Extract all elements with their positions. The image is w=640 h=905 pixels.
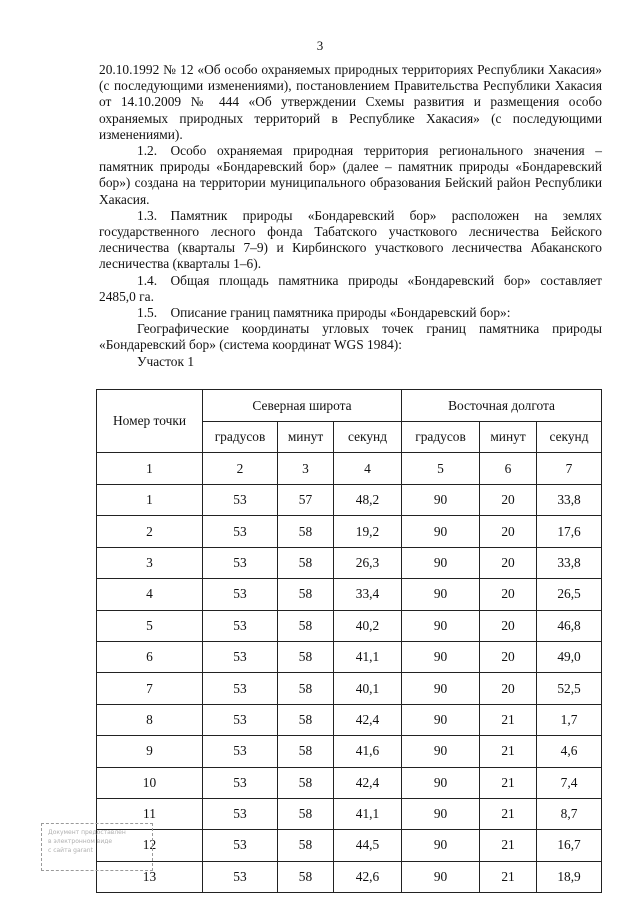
lat-seconds-cell: 41,6: [334, 736, 402, 767]
point-number-cell: 10: [97, 767, 203, 798]
point-number-cell: 2: [97, 516, 203, 547]
table-row: [97, 704, 602, 735]
lat-degrees-cell: 53: [203, 736, 278, 767]
header-north-latitude: Северная широта: [203, 390, 402, 422]
paragraph-continuation: 20.10.1992 № 12 «Об особо охраняемых природных территориях Республики Хакасия» (с последующими изменениями), постановлением Правительства Республики Хакасия от 14.10.2009 № 444 «Об утверждении Схемы развития и размещения особо охраняемых природных территорий в Республике Хакасия» (с последующими изменениями).: [99, 62, 602, 142]
lat-degrees-cell: 53: [203, 673, 278, 704]
table-row: [97, 579, 602, 610]
point-number-cell: 7: [97, 673, 203, 704]
paragraph-1-5: 1.5. Описание границ памятника природы «Бондаревский бор»:: [137, 305, 511, 321]
lat-seconds-cell: 19,2: [334, 516, 402, 547]
lat-minutes-cell: 58: [278, 736, 334, 767]
lat-degrees-cell: 53: [203, 861, 278, 892]
lat-degrees-cell: 53: [203, 547, 278, 578]
lat-seconds-cell: 44,5: [334, 830, 402, 861]
lon-seconds-cell: 1,7: [537, 704, 602, 735]
paragraph-1-2: 1.2. Особо охраняемая природная территория регионального значения – памятник природы «Бондаревский бор» (далее – памятник природы «Бондаревский бор») создана на территории муниципального образования Бейский район Республики Хакасия.: [99, 143, 602, 207]
lat-minutes-cell: 58: [278, 767, 334, 798]
lon-minutes-cell: 21: [480, 830, 537, 861]
table-row: [97, 861, 602, 892]
lon-minutes-cell: 21: [480, 861, 537, 892]
lon-degrees-cell: 90: [402, 861, 480, 892]
table-row: [97, 610, 602, 641]
stamp-line: с сайта garant: [48, 847, 93, 854]
point-number-cell: 6: [97, 641, 203, 672]
lat-minutes-cell: 58: [278, 830, 334, 861]
lon-degrees-cell: 90: [402, 579, 480, 610]
table-row: [97, 830, 602, 861]
point-number-cell: 4: [97, 579, 203, 610]
lon-seconds-cell: 46,8: [537, 610, 602, 641]
lon-degrees-cell: 90: [402, 830, 480, 861]
lat-minutes-cell: 58: [278, 704, 334, 735]
header-point-number: Номер точки: [97, 390, 203, 453]
header-lat-seconds: секунд: [334, 422, 402, 453]
lat-minutes-cell: 58: [278, 798, 334, 829]
lon-minutes-cell: 21: [480, 767, 537, 798]
lon-degrees-cell: 90: [402, 516, 480, 547]
lon-minutes-cell: 20: [480, 641, 537, 672]
table-row: [97, 516, 602, 547]
lon-degrees-cell: 90: [402, 610, 480, 641]
lon-degrees-cell: 90: [402, 798, 480, 829]
lon-seconds-cell: 18,9: [537, 861, 602, 892]
point-number-cell: 12: [97, 830, 203, 861]
lon-minutes-cell: 20: [480, 547, 537, 578]
lat-minutes-cell: 58: [278, 516, 334, 547]
table-row: [97, 736, 602, 767]
lat-minutes-cell: 58: [278, 673, 334, 704]
point-number-cell: 5: [97, 610, 203, 641]
lon-seconds-cell: 26,5: [537, 579, 602, 610]
lon-minutes-cell: 20: [480, 579, 537, 610]
section-label: Участок 1: [137, 353, 195, 369]
column-number: 6: [480, 453, 537, 485]
lat-degrees-cell: 53: [203, 641, 278, 672]
lat-minutes-cell: 58: [278, 861, 334, 892]
column-number-row: [97, 453, 602, 485]
lat-minutes-cell: 58: [278, 641, 334, 672]
paragraph-1-3: 1.3. Памятник природы «Бондаревский бор» расположен на землях государственного лесного фонда Табатского участкового лесничества Бейского лесничества (кварталы 7–9) и Кирбинского участкового лесничества Абаканского лесничества (кварталы 1–6).: [99, 207, 602, 272]
column-number: 1: [97, 453, 203, 485]
table-row: [97, 767, 602, 798]
lat-minutes-cell: 58: [278, 579, 334, 610]
page-number: 3: [316, 38, 324, 53]
lat-seconds-cell: 42,6: [334, 861, 402, 892]
lat-seconds-cell: 48,2: [334, 485, 402, 516]
lon-seconds-cell: 52,5: [537, 673, 602, 704]
header-lon-seconds: секунд: [537, 422, 602, 453]
document-stamp: [41, 823, 153, 871]
lon-seconds-cell: 8,7: [537, 798, 602, 829]
stamp-line: в электронном виде: [48, 838, 113, 845]
coordinates-table: [96, 389, 602, 893]
table-row: [97, 798, 602, 829]
point-number-cell: 3: [97, 547, 203, 578]
lon-minutes-cell: 21: [480, 704, 537, 735]
header-lon-minutes: минут: [480, 422, 537, 453]
lat-degrees-cell: 53: [203, 830, 278, 861]
lat-seconds-cell: 41,1: [334, 798, 402, 829]
stamp-line: Документ предоставлен: [48, 829, 126, 836]
lon-degrees-cell: 90: [402, 736, 480, 767]
coordinates-table-body: [97, 485, 602, 893]
lat-seconds-cell: 40,2: [334, 610, 402, 641]
lon-minutes-cell: 21: [480, 798, 537, 829]
point-number-cell: 13: [97, 861, 203, 892]
lat-degrees-cell: 53: [203, 610, 278, 641]
lat-seconds-cell: 42,4: [334, 704, 402, 735]
lat-degrees-cell: 53: [203, 516, 278, 547]
header-lon-degrees: градусов: [402, 422, 480, 453]
table-row: [97, 673, 602, 704]
header-lat-degrees: градусов: [203, 422, 278, 453]
lat-degrees-cell: 53: [203, 798, 278, 829]
lat-seconds-cell: 26,3: [334, 547, 402, 578]
header-east-longitude: Восточная долгота: [402, 390, 602, 422]
lat-minutes-cell: 57: [278, 485, 334, 516]
lon-seconds-cell: 16,7: [537, 830, 602, 861]
lon-minutes-cell: 20: [480, 673, 537, 704]
paragraph-coordinates-intro: Географические координаты угловых точек границ памятника природы «Бондаревский бор» (система координат WGS 1984):: [99, 321, 602, 353]
lat-degrees-cell: 53: [203, 767, 278, 798]
lon-degrees-cell: 90: [402, 547, 480, 578]
column-number: 7: [537, 453, 602, 485]
table-row: [97, 485, 602, 516]
table-row: [97, 547, 602, 578]
lon-degrees-cell: 90: [402, 767, 480, 798]
lon-seconds-cell: 33,8: [537, 547, 602, 578]
lon-degrees-cell: 90: [402, 485, 480, 516]
point-number-cell: 8: [97, 704, 203, 735]
paragraph-1-4: 1.4. Общая площадь памятника природы «Бондаревский бор» составляет 2485,0 га.: [99, 272, 602, 304]
column-number: 4: [334, 453, 402, 485]
lon-seconds-cell: 4,6: [537, 736, 602, 767]
header-lat-minutes: минут: [278, 422, 334, 453]
lat-seconds-cell: 33,4: [334, 579, 402, 610]
column-number: 2: [203, 453, 278, 485]
lon-minutes-cell: 21: [480, 736, 537, 767]
lon-seconds-cell: 17,6: [537, 516, 602, 547]
lon-minutes-cell: 20: [480, 610, 537, 641]
lon-minutes-cell: 20: [480, 516, 537, 547]
lat-minutes-cell: 58: [278, 547, 334, 578]
lon-minutes-cell: 20: [480, 485, 537, 516]
lon-seconds-cell: 49,0: [537, 641, 602, 672]
point-number-cell: 9: [97, 736, 203, 767]
lon-degrees-cell: 90: [402, 641, 480, 672]
point-number-cell: 11: [97, 798, 203, 829]
lat-degrees-cell: 53: [203, 579, 278, 610]
lon-seconds-cell: 33,8: [537, 485, 602, 516]
table-row: [97, 641, 602, 672]
lat-minutes-cell: 58: [278, 610, 334, 641]
lon-degrees-cell: 90: [402, 673, 480, 704]
lat-seconds-cell: 40,1: [334, 673, 402, 704]
point-number-cell: 1: [97, 485, 203, 516]
lat-degrees-cell: 53: [203, 485, 278, 516]
column-number: 3: [278, 453, 334, 485]
lat-seconds-cell: 41,1: [334, 641, 402, 672]
lon-degrees-cell: 90: [402, 704, 480, 735]
lat-seconds-cell: 42,4: [334, 767, 402, 798]
document-body: [99, 62, 602, 370]
lat-degrees-cell: 53: [203, 704, 278, 735]
column-number: 5: [402, 453, 480, 485]
lon-seconds-cell: 7,4: [537, 767, 602, 798]
